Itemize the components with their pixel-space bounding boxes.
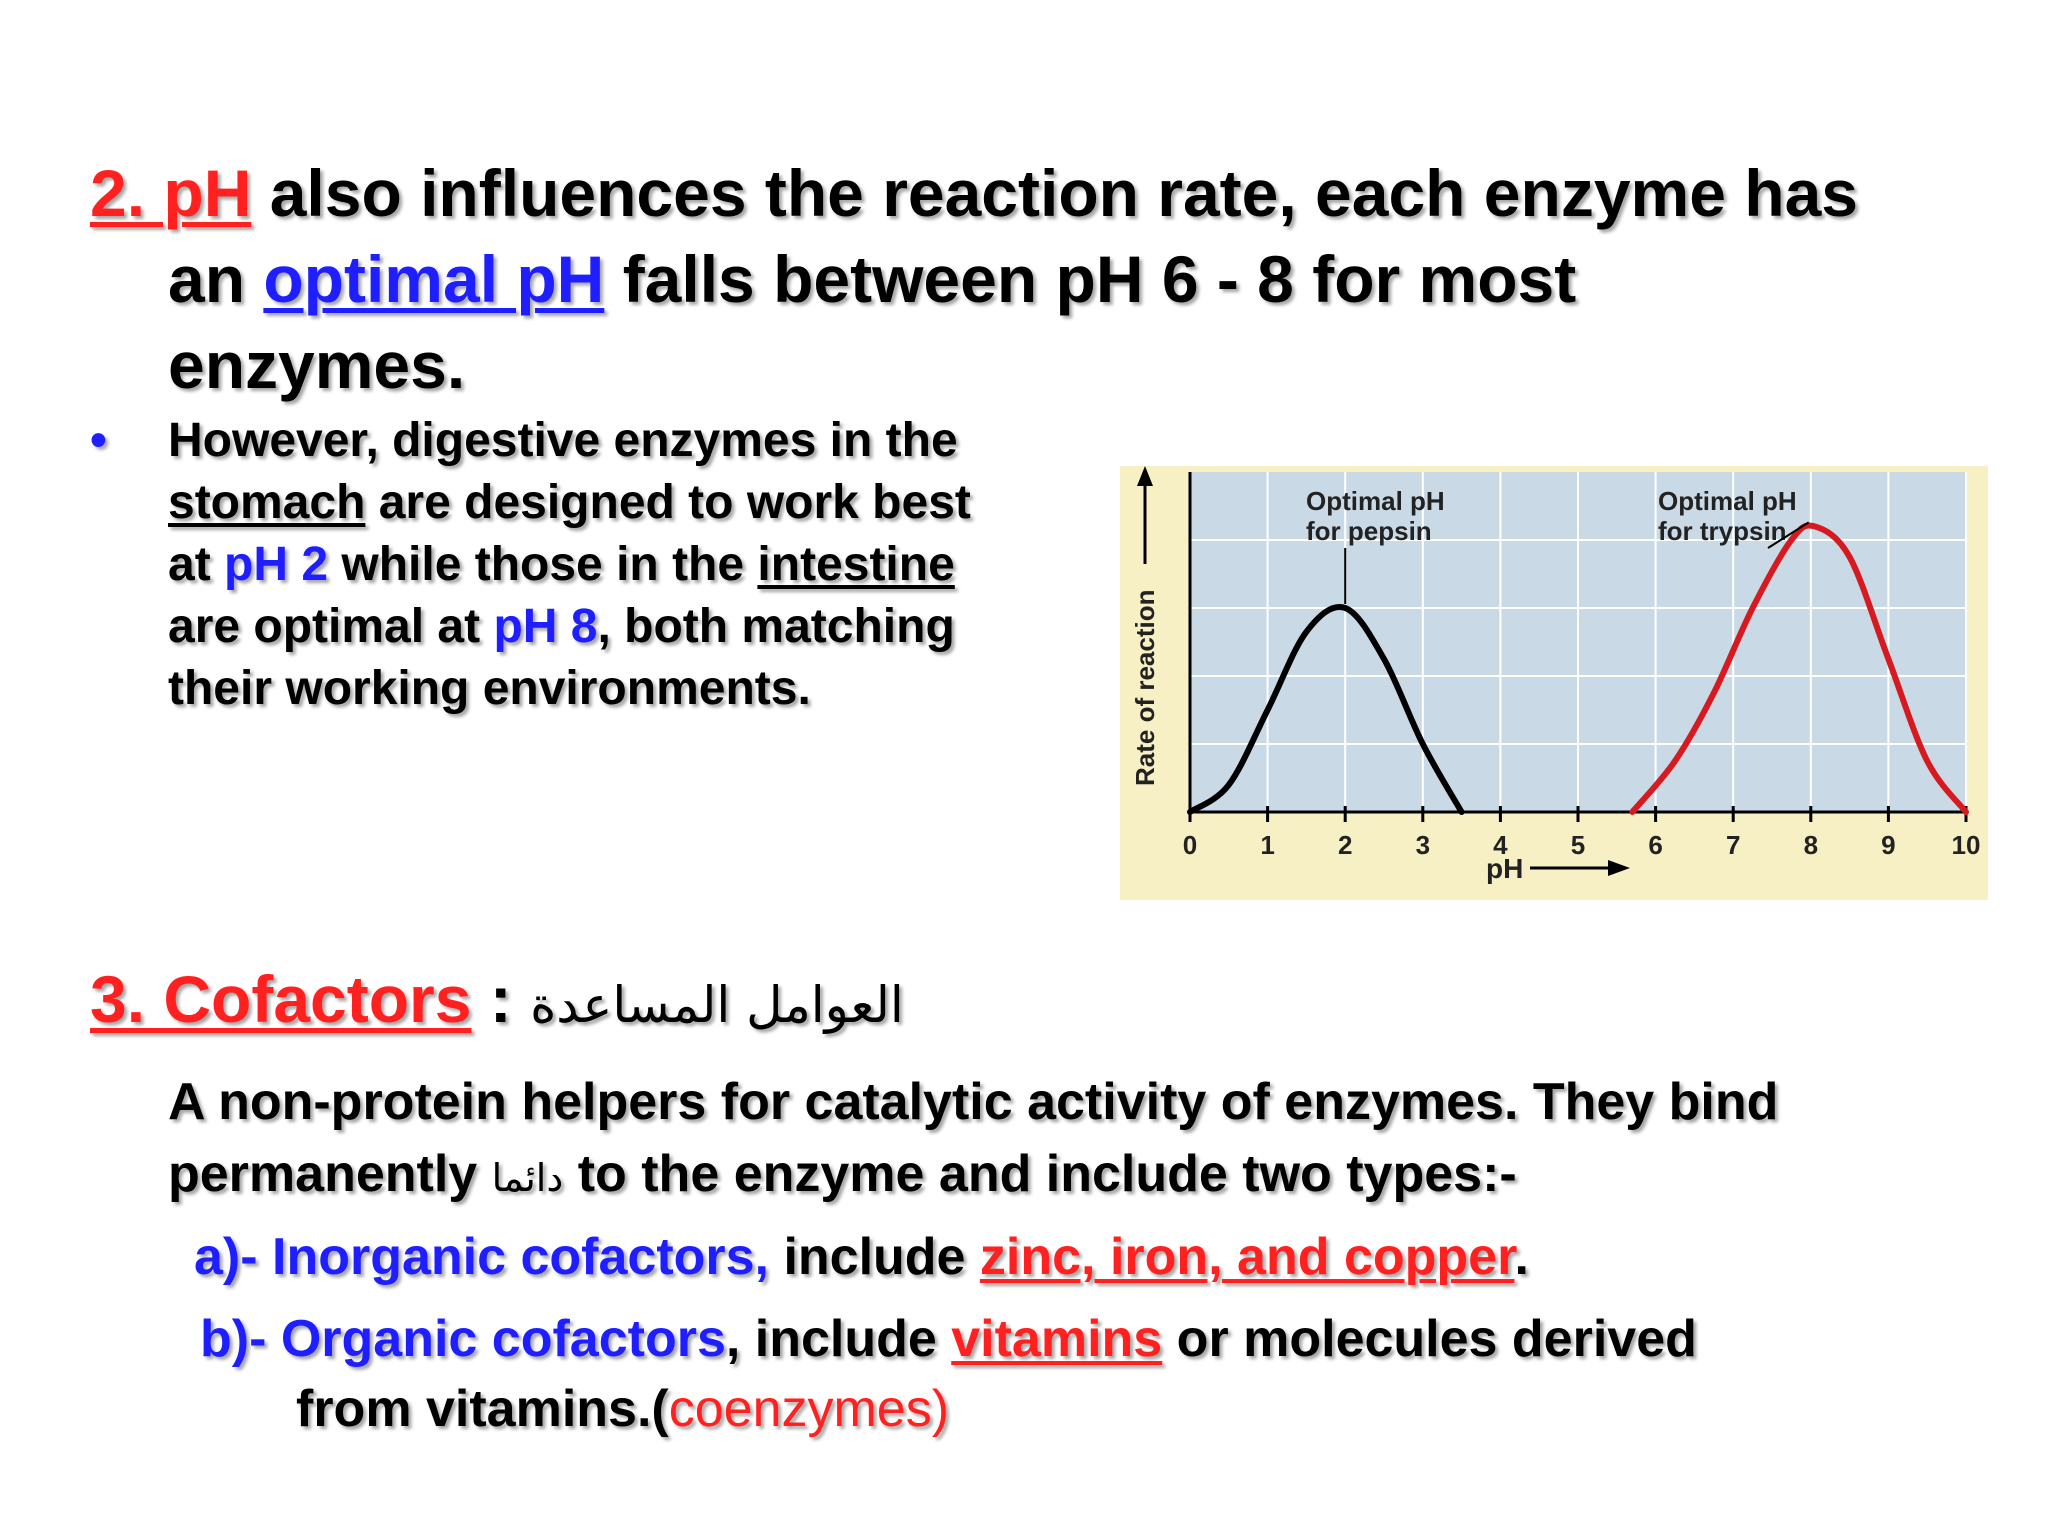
- intestine-term: intestine: [757, 538, 955, 591]
- section2-line1: 2. pH also influences the reaction rate, each enzyme has: [90, 156, 1858, 230]
- organic-cofactors-item: b)- Organic cofactors, include vitamins or molecules derived from vitamins.(coenzymes): [200, 1310, 1697, 1438]
- x-tick-label: 7: [1725, 830, 1741, 860]
- ph2-value: pH 2: [224, 538, 329, 591]
- x-tick-label: 5: [1570, 830, 1586, 860]
- inorganic-cofactors-item: a)- Inorganic cofactors, include zinc, iron, and copper.: [194, 1228, 1529, 1286]
- x-tick-label: 1: [1260, 830, 1275, 860]
- x-tick-label: 10: [1951, 830, 1981, 860]
- trypsin-annotation-line1: Optimal pH: [1658, 486, 1797, 516]
- pepsin-annotation-line1: Optimal pH: [1306, 486, 1445, 516]
- section2-heading: [90, 150, 1970, 408]
- pepsin-annotation-line2: for pepsin: [1306, 516, 1432, 546]
- x-tick-label: 9: [1881, 830, 1896, 860]
- x-tick-label: 3: [1415, 830, 1431, 860]
- section3-arabic: العوامل المساعدة: [530, 976, 904, 1034]
- arabic-permanently: دائما: [491, 1156, 564, 1200]
- section2-number: 2. pH: [90, 156, 252, 230]
- bullet-text: However, digestive enzymes in the stomach are designed to work best at pH 2 while those in the intestine are optimal at pH 8, both matching their working environments.: [168, 414, 971, 715]
- stomach-term: stomach: [168, 476, 366, 529]
- trypsin-annotation-line2: for trypsin: [1658, 516, 1787, 546]
- item-a-examples: zinc, iron, and copper: [979, 1228, 1515, 1286]
- item-b-label: b)- Organic cofactors: [200, 1310, 726, 1368]
- ph8-value: pH 8: [493, 600, 598, 653]
- cofactor-definition: A non-protein helpers for catalytic activity of enzymes. They bind permanently دائما to the enzyme and include two types:-: [168, 1073, 1779, 1203]
- section2-line2: an optimal pH falls between pH 6 - 8 for most: [168, 242, 1577, 316]
- item-a-label: a)- Inorganic cofactors,: [194, 1228, 769, 1286]
- x-tick-label: 6: [1648, 830, 1663, 860]
- x-tick-label: 2: [1337, 830, 1353, 860]
- section3-heading: 3. Cofactors : العوامل المساعدة: [90, 962, 904, 1036]
- optimal-ph-term: optimal pH: [263, 242, 605, 316]
- ph-rate-chart: [1120, 466, 1988, 900]
- bullet-marker: •: [90, 414, 107, 467]
- coenzymes-term: coenzymes): [668, 1380, 950, 1438]
- x-axis-label: pH: [1486, 853, 1524, 884]
- x-tick-label: 0: [1182, 830, 1198, 860]
- x-tick-label: 8: [1803, 830, 1819, 860]
- x-tick-label: 4: [1493, 830, 1508, 860]
- vitamins-term: vitamins: [951, 1310, 1163, 1368]
- section2-line3: enzymes.: [168, 328, 466, 402]
- y-axis-label: Rate of reaction: [1130, 589, 1160, 786]
- section3-title: 3. Cofactors: [90, 962, 472, 1036]
